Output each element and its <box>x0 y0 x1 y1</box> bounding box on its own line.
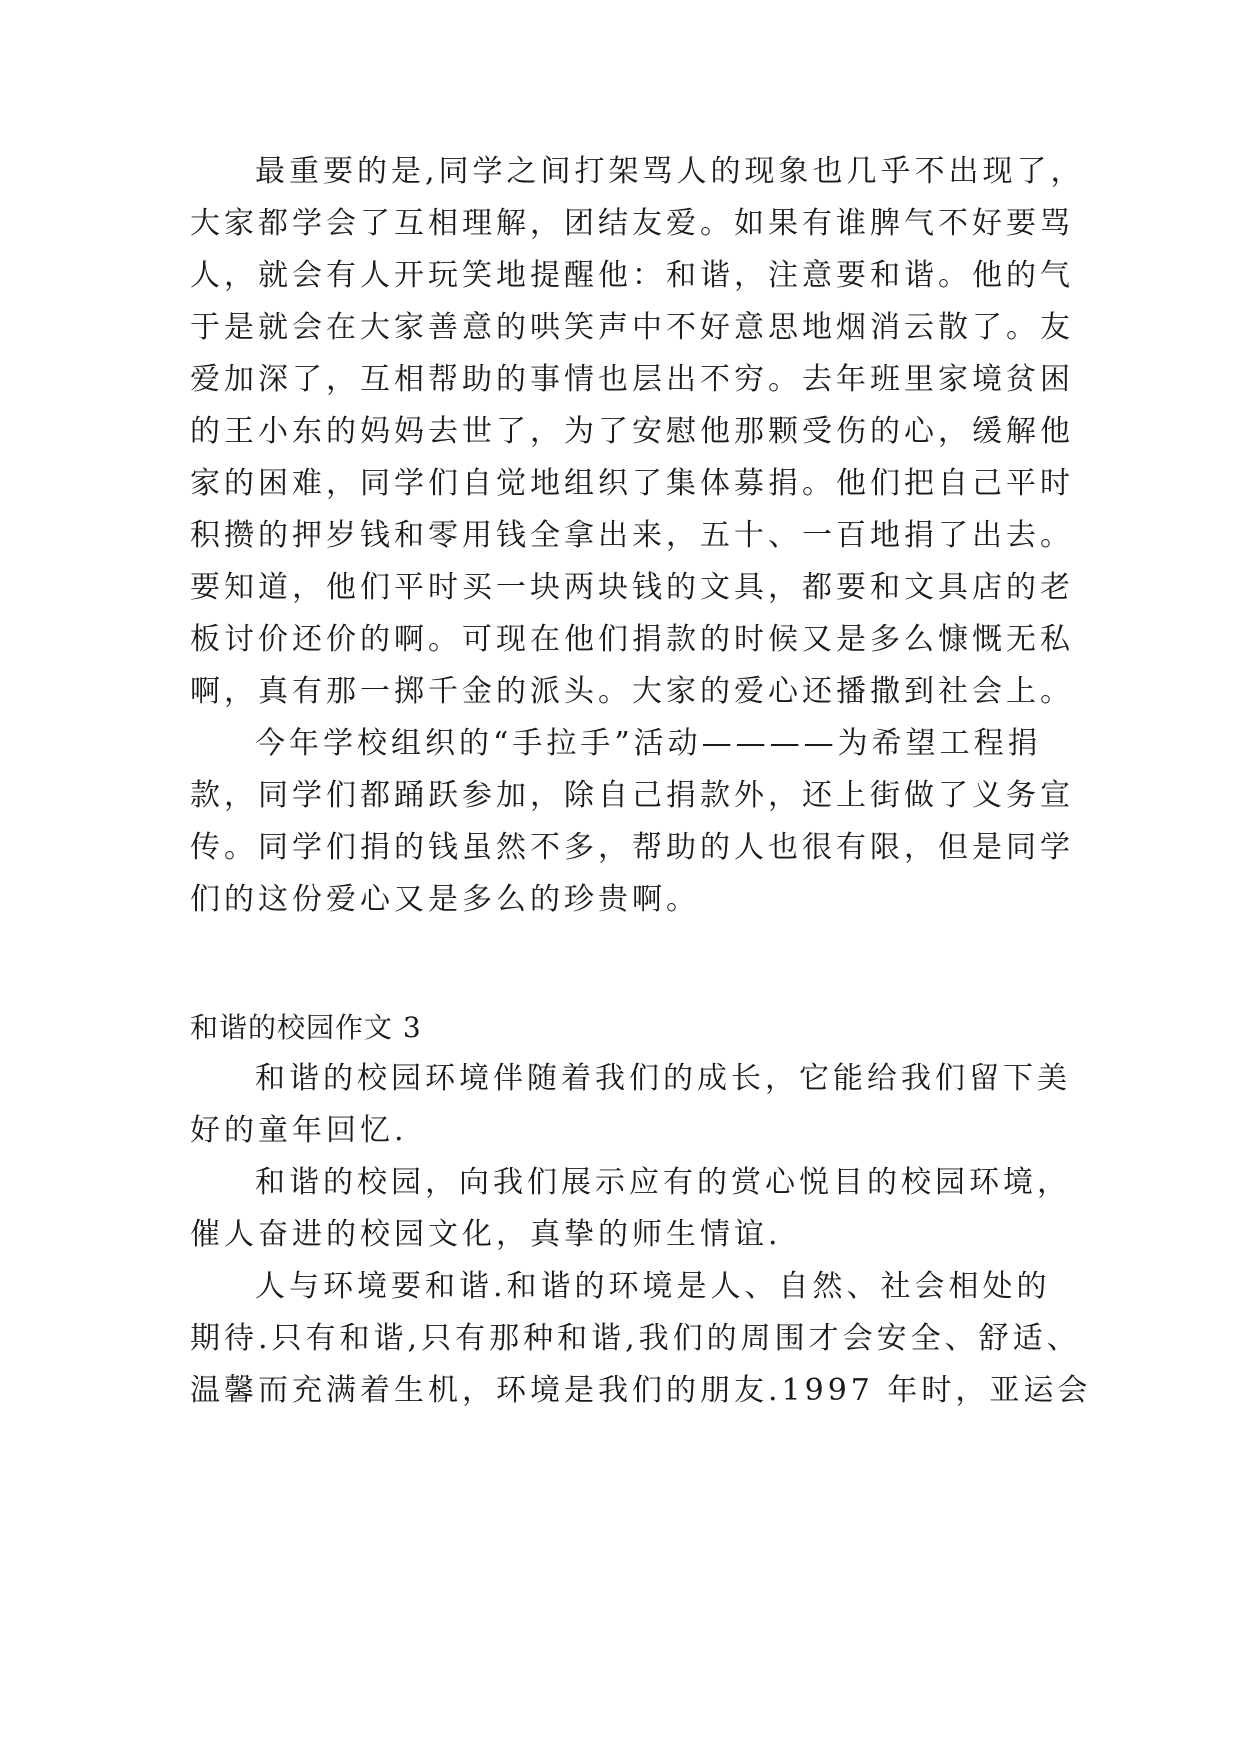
section-heading: 和谐的校园作文 3 <box>190 1011 422 1044</box>
paragraph-line: 款，同学们都踊跃参加，除自己捐款外，还上街做了义务宣 <box>190 778 1074 813</box>
paragraph-line: 家的困难，同学们自觉地组织了集体募捐。他们把自己平时 <box>190 466 1074 501</box>
paragraph-line: 温馨而充满着生机，环境是我们的朋友.1997 年时，亚运会 <box>190 1373 1092 1408</box>
paragraph-line: 人与环境要和谐.和谐的环境是人、自然、社会相处的 <box>255 1269 1051 1304</box>
paragraph-line: 最重要的是,同学之间打架骂人的现象也几乎不出现了， <box>255 154 1085 189</box>
paragraph-line: 大家都学会了互相理解，团结友爱。如果有谁脾气不好要骂 <box>190 206 1074 241</box>
paragraph-line: 的王小东的妈妈去世了，为了安慰他那颗受伤的心，缓解他 <box>190 414 1074 449</box>
paragraph-line: 今年学校组织的“手拉手”活动————为希望工程捐 <box>255 726 1042 761</box>
paragraph-line: 期待.只有和谐,只有那种和谐,我们的周围才会安全、舒适、 <box>190 1321 1081 1356</box>
paragraph-line: 爱加深了，互相帮助的事情也层出不穷。去年班里家境贫困 <box>190 362 1074 397</box>
paragraph-line: 催人奋进的校园文化，真挚的师生情谊. <box>190 1217 782 1252</box>
paragraph-line: 和谐的校园环境伴随着我们的成长，它能给我们留下美 <box>255 1061 1071 1096</box>
paragraph-line: 要知道，他们平时买一块两块钱的文具，都要和文具店的老 <box>190 570 1074 605</box>
paragraph-line: 们的这份爱心又是多么的珍贵啊。 <box>190 882 700 917</box>
paragraph-line: 板讨价还价的啊。可现在他们捐款的时候又是多么慷慨无私 <box>190 622 1074 657</box>
paragraph-line: 人，就会有人开玩笑地提醒他：和谐，注意要和谐。他的气 <box>190 258 1074 293</box>
paragraph-line: 于是就会在大家善意的哄笑声中不好意思地烟消云散了。友 <box>190 310 1074 345</box>
paragraph-line: 积攒的押岁钱和零用钱全拿出来，五十、一百地捐了出去。 <box>190 518 1074 553</box>
paragraph-line: 传。同学们捐的钱虽然不多，帮助的人也很有限，但是同学 <box>190 830 1074 865</box>
paragraph-line: 和谐的校园，向我们展示应有的赏心悦目的校园环境， <box>255 1165 1071 1200</box>
paragraph-line: 啊，真有那一掷千金的派头。大家的爱心还播撒到社会上。 <box>190 674 1074 709</box>
paragraph-line: 好的童年回忆. <box>190 1113 408 1148</box>
